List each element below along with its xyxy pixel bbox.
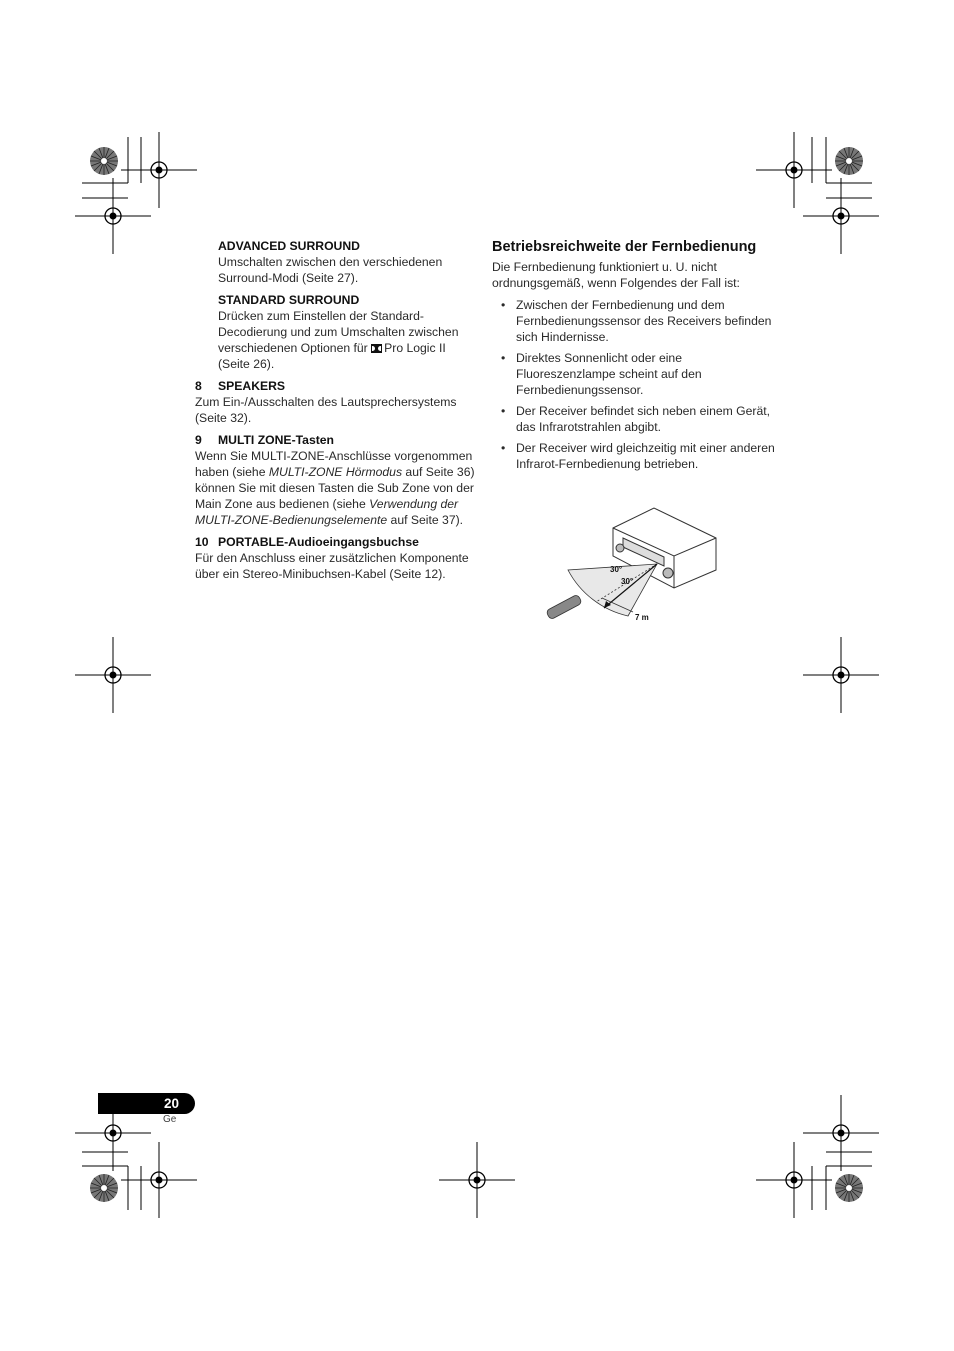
list-item — [492, 440, 777, 472]
advanced-surround-entry — [218, 238, 477, 286]
remote-control-icon — [546, 594, 582, 620]
angle-label-top: 30° — [610, 565, 623, 574]
multi-zone-text-part: auf Seite 36) können Sie mit diesen Tasten die Sub Zone von der Main Zone aus bedienen (siehe — [195, 465, 475, 511]
multi-zone-reference: MULTI-ZONE Hörmodus — [268, 465, 403, 479]
speakers-heading — [195, 378, 477, 394]
language-code: Ge — [163, 1114, 177, 1125]
list-item-text: Zwischen der Fernbedienung und dem Fernbedienungssensor des Receivers befinden sich Hindernisse. — [516, 298, 772, 344]
bullet-icon: • — [501, 351, 506, 365]
item-number: 9 — [195, 433, 202, 447]
right-column — [492, 238, 777, 477]
multi-zone-heading — [195, 432, 477, 448]
page-number: 20 — [163, 1096, 179, 1111]
bullet-icon: • — [501, 441, 506, 455]
advanced-surround-text: Umschalten zwischen den verschiedenen Surround-Modi (Seite 27). — [218, 255, 443, 285]
multi-zone-text-part: Wenn Sie MULTI-ZONE-Anschlüsse vorgenommen haben (siehe — [195, 449, 473, 479]
speakers-entry — [195, 378, 477, 426]
remote-range-diagram — [540, 500, 725, 630]
list-item-text: Direktes Sonnenlicht oder eine Fluoreszenzlampe scheint auf den Fernbedienungssensor. — [516, 351, 702, 397]
standard-surround-text-part: Pro Logic II (Seite 26). — [218, 341, 446, 371]
multi-zone-title: MULTI ZONE-Tasten — [218, 433, 334, 447]
bullet-icon: • — [501, 298, 506, 312]
multi-zone-text — [195, 448, 477, 528]
speakers-text: Zum Ein-/Ausschalten des Lautsprechersystems (Seite 32). — [195, 395, 457, 425]
portable-input-title: PORTABLE-Audioeingangsbuchse — [218, 535, 419, 549]
standard-surround-text — [218, 308, 477, 372]
distance-label: 7 m — [635, 613, 649, 622]
section-title: Betriebsreichweite der Fernbedienung — [492, 239, 757, 255]
section-intro: Die Fernbedienung funktioniert u. U. nicht ordnungsgemäß, wenn Folgendes der Fall ist: — [492, 260, 740, 290]
condition-list — [492, 297, 777, 472]
bullet-icon: • — [501, 404, 506, 418]
dolby-logo-icon — [371, 344, 382, 353]
multi-zone-entry — [195, 432, 477, 528]
multi-zone-text-part: auf Seite 37). — [387, 513, 464, 527]
list-item — [492, 297, 777, 345]
advanced-surround-title: ADVANCED SURROUND — [218, 239, 360, 253]
list-item-text: Der Receiver befindet sich neben einem Gerät, das Infrarotstrahlen abgibt. — [516, 404, 771, 434]
portable-input-entry — [195, 534, 477, 582]
portable-input-text: Für den Anschluss einer zusätzlichen Komponente über ein Stereo-Minibuchsen-Kabel (Seite 12). — [195, 551, 469, 581]
left-column — [195, 238, 477, 582]
item-number: 10 — [195, 535, 209, 549]
list-item-text: Der Receiver wird gleichzeitig mit einer anderen Infrarot-Fernbedienung betrieben. — [516, 441, 775, 471]
standard-surround-text-part: Drücken zum Einstellen der Standard-Decodierung und zum Umschalten zwischen verschiedenen Optionen für — [218, 309, 459, 355]
list-item — [492, 403, 777, 435]
multi-zone-reference: Verwendung der MULTI-ZONE-Bedienungselemente — [195, 497, 459, 527]
speakers-title: SPEAKERS — [218, 379, 286, 393]
page-number-tab — [98, 1093, 195, 1114]
standard-surround-entry — [218, 292, 477, 372]
list-item — [492, 350, 777, 398]
portable-input-heading — [195, 534, 477, 550]
angle-label-bottom: 30° — [621, 577, 634, 586]
item-number: 8 — [195, 379, 202, 393]
standard-surround-title: STANDARD SURROUND — [218, 293, 360, 307]
